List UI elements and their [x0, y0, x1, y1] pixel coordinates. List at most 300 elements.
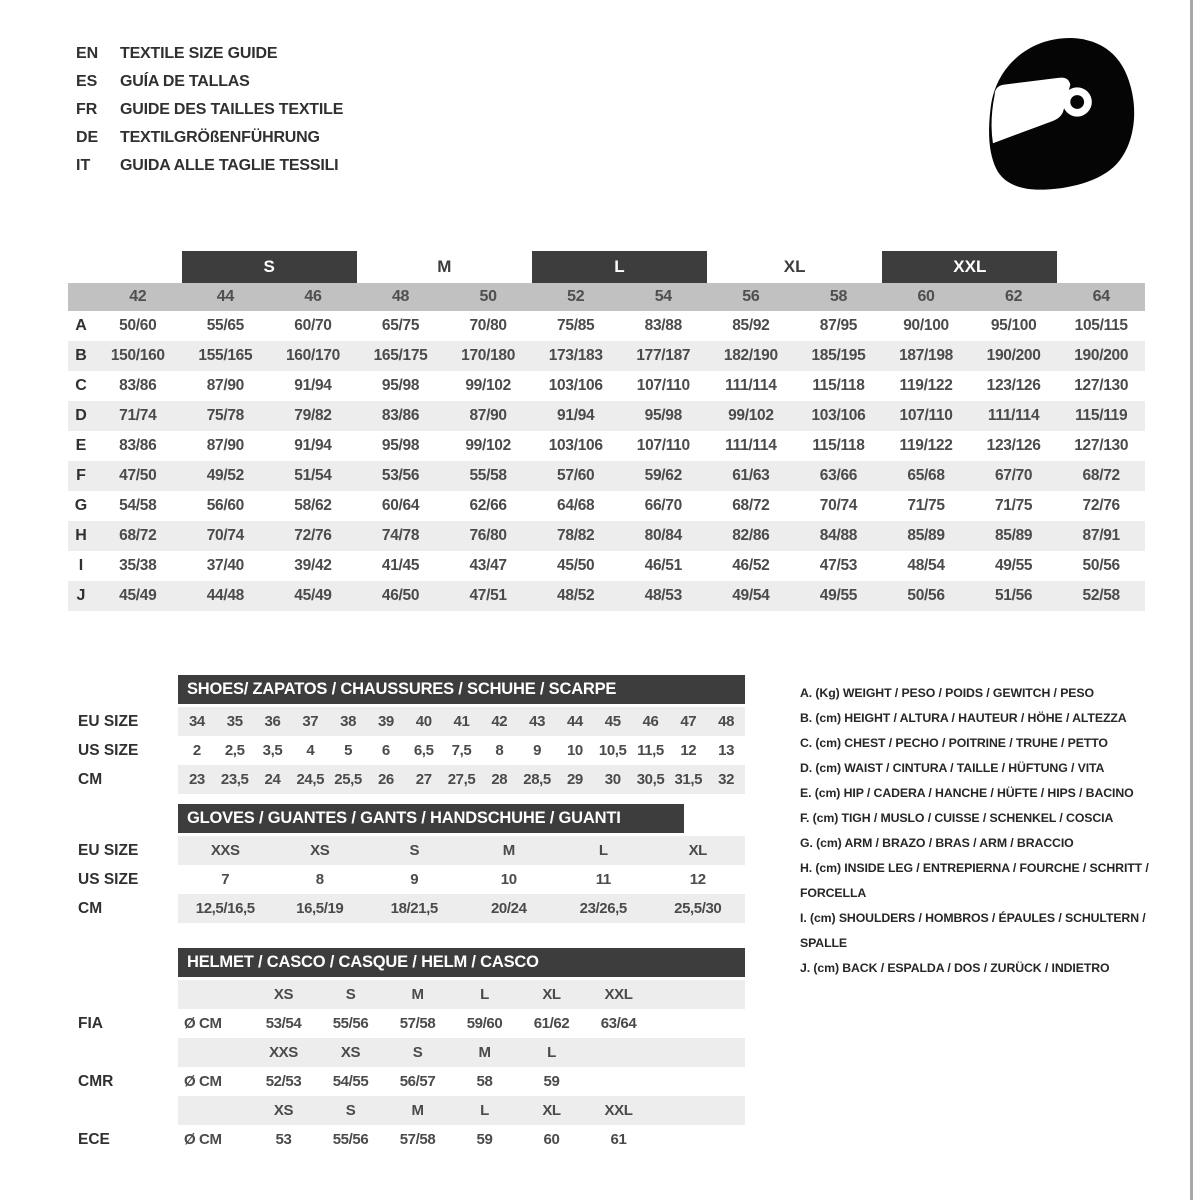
helmet-value-cell: 57/58	[399, 1015, 436, 1032]
size-value-cell: 95/98	[644, 407, 682, 424]
helmet-value-cell: 61	[610, 1131, 627, 1148]
helmet-value-cell: 61/62	[533, 1015, 570, 1032]
gloves-value-cell: 8	[315, 871, 324, 888]
gloves-title-bar	[178, 804, 684, 833]
size-value-cell: 111/114	[725, 437, 777, 454]
size-value-cell: 91/94	[294, 437, 332, 454]
helmet-size-header-cell: XXL	[604, 986, 633, 1003]
size-value-cell: 51/54	[294, 467, 332, 484]
size-value-cell: 78/82	[557, 527, 595, 544]
shoes-value-cell: 27,5	[447, 771, 476, 788]
shoes-title: SHOES/ ZAPATOS / CHAUSSURES / SCHUHE / SCARPE	[187, 680, 617, 698]
size-value-cell: 107/110	[899, 407, 953, 424]
shoes-row-values	[178, 736, 745, 765]
size-value-cell: 68/72	[119, 527, 157, 544]
helmet-size-header-cell: L	[480, 986, 489, 1003]
helmet-unit-spacer	[178, 980, 250, 1009]
gloves-value-cell: M	[502, 842, 515, 859]
helmet-size-header-row	[78, 1096, 745, 1125]
gloves-value-cell: 16,5/19	[296, 900, 344, 917]
page-edge-line	[1190, 0, 1193, 1200]
helmet-value-cell: 57/58	[399, 1131, 436, 1148]
helmet-size-header-cell: L	[547, 1044, 556, 1061]
size-column-header: 54	[654, 288, 672, 305]
measurement-legend	[800, 681, 1178, 981]
helmet-size-header-cell: XXL	[604, 1102, 633, 1119]
size-value-cell: 119/122	[899, 437, 953, 454]
gloves-value-cell: 12,5/16,5	[195, 900, 255, 917]
size-group-label-xxl: XXL	[882, 251, 1057, 283]
language-code: IT	[76, 157, 91, 174]
shoes-value-cell: 2	[192, 742, 201, 759]
size-row-label: F	[76, 467, 86, 484]
gloves-row	[78, 894, 745, 923]
shoes-row-values	[178, 765, 745, 794]
helmet-standard-label: FIA	[78, 1014, 103, 1032]
size-value-cell: 39/42	[294, 557, 332, 574]
size-row-label: A	[75, 317, 87, 334]
size-value-cell: 187/198	[899, 347, 953, 364]
helmet-size-header-cell: S	[345, 986, 356, 1003]
helmet-values	[178, 1009, 745, 1038]
language-row	[76, 40, 343, 68]
legend-item: G. (cm) ARM / BRAZO / BRAS / ARM / BRACCIO	[800, 836, 1074, 850]
size-value-cell: 71/75	[907, 497, 945, 514]
size-column-header: 60	[917, 288, 935, 305]
helmet-size-header-row	[78, 1038, 745, 1067]
helmet-size-headers	[178, 1038, 745, 1067]
size-row-label: C	[75, 377, 87, 394]
size-value-cell: 80/84	[644, 527, 682, 544]
size-value-cell: 95/100	[990, 317, 1037, 334]
shoes-value-cell: 10	[566, 742, 583, 759]
size-value-cell: 119/122	[899, 377, 953, 394]
size-value-cell: 75/85	[557, 317, 595, 334]
size-value-cell: 85/89	[994, 527, 1033, 544]
language-code: FR	[76, 101, 98, 118]
size-table-row	[68, 401, 1145, 431]
legend-item: J. (cm) BACK / ESPALDA / DOS / ZURÜCK / INDIETRO	[800, 961, 1110, 975]
size-column-header: 62	[1005, 288, 1023, 305]
size-value-cell: 99/102	[728, 407, 774, 424]
size-value-cell: 68/72	[1082, 467, 1120, 484]
size-value-cell: 46/50	[381, 587, 420, 604]
size-value-cell: 66/70	[644, 497, 682, 514]
helmet-value-cell: 53	[275, 1131, 292, 1148]
gloves-value-cell: 9	[410, 871, 419, 888]
gloves-row-values	[178, 894, 745, 923]
shoes-value-cell: 28	[491, 771, 508, 788]
size-table-row	[68, 311, 1145, 341]
helmet-size-headers	[178, 1096, 745, 1125]
language-title: GUÍA DE TALLAS	[120, 73, 250, 90]
size-table-row	[68, 431, 1145, 461]
shoes-value-cell: 7,5	[451, 742, 472, 759]
language-row	[76, 68, 343, 96]
size-value-cell: 68/72	[732, 497, 770, 514]
shoes-value-cell: 6	[381, 742, 390, 759]
size-table-row	[68, 341, 1145, 371]
language-list	[76, 40, 343, 180]
size-column-header: 50	[479, 288, 497, 305]
size-value-cell: 54/58	[119, 497, 157, 514]
size-value-cell: 65/75	[381, 317, 420, 334]
size-value-cell: 185/195	[811, 347, 866, 364]
shoes-value-cell: 6,5	[413, 742, 434, 759]
size-value-cell: 99/102	[465, 377, 511, 394]
size-value-cell: 103/106	[548, 377, 603, 394]
helmet-values	[178, 1067, 745, 1096]
helmet-size-header-row	[78, 980, 745, 1009]
helmet-size-headers	[178, 980, 745, 1009]
size-row-label: E	[75, 437, 87, 454]
size-value-cell: 95/98	[381, 377, 420, 394]
size-value-cell: 50/56	[1082, 557, 1120, 574]
size-value-cell: 51/56	[994, 587, 1033, 604]
gloves-value-cell: L	[598, 842, 608, 859]
gloves-row	[78, 865, 745, 894]
size-row-label: D	[75, 407, 87, 424]
size-value-cell: 85/89	[907, 527, 945, 544]
size-column-header: 58	[829, 288, 848, 305]
gloves-value-cell: XXS	[210, 842, 240, 859]
size-value-cell: 49/52	[206, 467, 245, 484]
size-value-cell: 49/54	[732, 587, 770, 604]
shoes-value-cell: 30	[604, 771, 621, 788]
language-title: GUIDA ALLE TAGLIE TESSILI	[120, 157, 339, 174]
size-value-cell: 150/160	[110, 347, 165, 364]
shoes-title-bar	[178, 675, 745, 704]
size-value-cell: 99/102	[465, 437, 511, 454]
shoes-value-cell: 24,5	[296, 771, 325, 788]
helmet-size-header-cell: S	[412, 1044, 423, 1061]
size-value-cell: 58/62	[294, 497, 332, 514]
shoes-value-cell: 9	[533, 742, 542, 759]
language-title: TEXTILGRÖßENFÜHRUNG	[120, 129, 320, 146]
size-band-spacer	[68, 283, 94, 311]
helmet-value-cell: 58	[476, 1073, 493, 1090]
gloves-row-label: US SIZE	[78, 870, 139, 888]
helmet-size-header-cell: M	[478, 1044, 491, 1061]
helmet-value-cell: 63/64	[600, 1015, 637, 1032]
size-value-cell: 127/130	[1074, 437, 1129, 454]
size-value-cell: 70/74	[206, 527, 245, 544]
shoes-value-cell: 23,5	[220, 771, 249, 788]
shoes-row	[78, 765, 745, 794]
language-row	[76, 124, 343, 152]
helmet-value-cell: 59	[543, 1073, 560, 1090]
size-value-cell: 83/86	[119, 377, 157, 394]
size-row-label: I	[78, 557, 84, 574]
helmet-value-cell: 60	[543, 1131, 560, 1148]
size-value-cell: 45/49	[119, 587, 157, 604]
helmet-value-cell: 55/56	[332, 1131, 369, 1148]
shoes-value-cell: 40	[415, 713, 432, 730]
size-value-cell: 65/68	[907, 467, 945, 484]
size-value-cell: 72/76	[294, 527, 332, 544]
size-column-header: 64	[1092, 288, 1110, 305]
size-value-cell: 48/54	[907, 557, 945, 574]
size-value-cell: 123/126	[986, 437, 1041, 454]
shoes-row	[78, 707, 745, 736]
helmet-row-spacer	[78, 1038, 178, 1067]
size-value-cell: 44/48	[206, 587, 245, 604]
size-value-cell: 35/38	[119, 557, 157, 574]
size-value-cell: 63/66	[819, 467, 858, 484]
size-column-header: 56	[742, 288, 760, 305]
size-value-cell: 84/88	[819, 527, 858, 544]
gloves-row-values	[178, 865, 745, 894]
size-value-cell: 47/50	[119, 467, 157, 484]
size-value-cell: 115/119	[1075, 407, 1128, 424]
helmet-section	[78, 948, 745, 1154]
size-group-label-xl: XL	[783, 257, 806, 276]
shoes-row-label: EU SIZE	[78, 712, 139, 730]
size-value-cell: 90/100	[903, 317, 949, 334]
size-value-cell: 70/80	[469, 317, 507, 334]
legend-item: H. (cm) INSIDE LEG / ENTREPIERNA / FOURCHE / SCHRITT / FORCELLA	[800, 861, 1149, 900]
shoes-row	[78, 736, 745, 765]
size-value-cell: 47/51	[469, 587, 507, 604]
helmet-standard-label: CMR	[78, 1072, 114, 1090]
helmet-value-row	[78, 1009, 745, 1038]
size-value-cell: 62/66	[469, 497, 507, 514]
shoes-value-cell: 12	[680, 742, 697, 759]
size-value-cell: 61/63	[732, 467, 770, 484]
size-value-cell: 87/90	[469, 407, 507, 424]
size-value-cell: 85/92	[732, 317, 770, 334]
size-value-cell: 59/62	[644, 467, 682, 484]
shoes-value-cell: 25,5	[334, 771, 362, 788]
shoes-value-cell: 46	[642, 713, 659, 730]
size-value-cell: 43/47	[469, 557, 507, 574]
language-code: EN	[76, 45, 99, 62]
size-row-label: G	[74, 497, 88, 514]
size-value-cell: 75/78	[206, 407, 245, 424]
helmet-value-cell: 53/54	[265, 1015, 302, 1032]
gloves-value-cell: XS	[310, 842, 330, 859]
helmet-unit-spacer	[178, 1096, 250, 1125]
size-value-cell: 60/70	[294, 317, 332, 334]
helmet-size-header-cell: S	[345, 1102, 356, 1119]
size-value-cell: 111/114	[725, 377, 777, 394]
helmet-value-cell: 52/53	[265, 1073, 302, 1090]
helmet-value-cell: 55/56	[332, 1015, 369, 1032]
size-table-row	[68, 461, 1145, 491]
shoes-row-label: CM	[78, 770, 103, 788]
shoes-value-cell: 10,5	[598, 742, 627, 759]
size-value-cell: 107/110	[636, 377, 690, 394]
size-value-cell: 71/75	[994, 497, 1033, 514]
size-value-cell: 64/68	[557, 497, 595, 514]
helmet-size-header-cell: XL	[542, 986, 561, 1003]
size-row-label: J	[76, 587, 86, 604]
language-row	[76, 152, 343, 180]
size-group-label-l: L	[532, 251, 707, 283]
shoes-value-cell: 44	[566, 713, 583, 730]
gloves-row-label: EU SIZE	[78, 841, 139, 859]
size-value-cell: 115/118	[812, 437, 865, 454]
size-value-cell: 52/58	[1082, 587, 1120, 604]
size-value-cell: 67/70	[994, 467, 1033, 484]
helmet-unit-cell: Ø CM	[184, 1073, 222, 1090]
size-value-cell: 87/90	[206, 437, 245, 454]
size-value-cell: 91/94	[557, 407, 595, 424]
size-value-cell: 87/91	[1082, 527, 1120, 544]
size-value-cell: 57/60	[557, 467, 595, 484]
size-value-cell: 160/170	[285, 347, 340, 364]
size-value-cell: 82/86	[732, 527, 770, 544]
helmet-unit-cell: Ø CM	[184, 1015, 222, 1032]
helmet-value-cell: 56/57	[399, 1073, 436, 1090]
size-column-header: 42	[129, 288, 147, 305]
gloves-title: GLOVES / GUANTES / GANTS / HANDSCHUHE / GUANTI	[187, 809, 621, 827]
helmet-size-header-cell: XS	[340, 1044, 361, 1061]
legend-item: F. (cm) TIGH / MUSLO / CUISSE / SCHENKEL / COSCIA	[800, 811, 1114, 825]
size-value-cell: 53/56	[381, 467, 420, 484]
gloves-value-cell: XL	[688, 842, 707, 859]
gloves-value-cell: 25,5/30	[674, 900, 722, 917]
language-title: TEXTILE SIZE GUIDE	[120, 45, 278, 62]
size-value-cell: 50/60	[119, 317, 157, 334]
size-table-row	[68, 491, 1145, 521]
helmet-size-header-cell: M	[411, 986, 424, 1003]
size-value-cell: 165/175	[373, 347, 428, 364]
shoes-value-cell: 37	[302, 713, 319, 730]
helmet-size-header-cell: L	[480, 1102, 489, 1119]
shoes-value-cell: 13	[718, 742, 735, 759]
size-value-cell: 95/98	[381, 437, 420, 454]
size-value-cell: 60/64	[381, 497, 420, 514]
gloves-value-cell: 7	[221, 871, 230, 888]
helmet-value-cell: 59/60	[466, 1015, 503, 1032]
legend-item: B. (cm) HEIGHT / ALTURA / HAUTEUR / HÖHE / ALTEZZA	[800, 711, 1127, 725]
helmet-standard-label: ECE	[78, 1130, 110, 1148]
legend-item: I. (cm) SHOULDERS / HOMBROS / ÉPAULES / SCHULTERN / SPALLE	[800, 911, 1146, 950]
size-value-cell: 71/74	[119, 407, 157, 424]
gloves-value-cell: 23/26,5	[579, 900, 627, 917]
shoes-value-cell: 43	[529, 713, 546, 730]
helmet-title: HELMET / CASCO / CASQUE / HELM / CASCO	[187, 953, 539, 971]
shoes-value-cell: 27	[415, 771, 432, 788]
language-code: ES	[76, 73, 98, 90]
size-band-row	[68, 283, 1145, 311]
size-value-cell: 47/53	[819, 557, 858, 574]
size-value-cell: 155/165	[198, 347, 253, 364]
gloves-value-cell: 12	[689, 871, 706, 888]
shoes-value-cell: 38	[340, 713, 357, 730]
size-value-cell: 123/126	[986, 377, 1041, 394]
size-value-cell: 48/52	[557, 587, 595, 604]
gloves-row-values	[178, 836, 745, 865]
size-value-cell: 177/187	[636, 347, 691, 364]
shoes-value-cell: 42	[491, 713, 508, 730]
size-value-cell: 190/200	[1074, 347, 1129, 364]
shoes-value-cell: 8	[495, 742, 504, 759]
size-value-cell: 83/86	[119, 437, 157, 454]
size-value-cell: 45/50	[557, 557, 595, 574]
shoes-value-cell: 23	[188, 771, 205, 788]
size-table-row	[68, 551, 1145, 581]
size-value-cell: 41/45	[381, 557, 420, 574]
size-value-cell: 111/114	[987, 407, 1040, 424]
shoes-section	[78, 675, 745, 794]
size-value-cell: 170/180	[461, 347, 516, 364]
helmet-row-spacer	[78, 980, 178, 1009]
shoes-value-cell: 35	[226, 713, 243, 730]
gloves-value-cell: 10	[500, 871, 517, 888]
size-value-cell: 46/51	[644, 557, 682, 574]
helmet-size-header-cell: XS	[273, 986, 294, 1003]
size-value-cell: 49/55	[819, 587, 858, 604]
size-value-cell: 55/58	[469, 467, 507, 484]
legend-item: E. (cm) HIP / CADERA / HANCHE / HÜFTE / HIPS / BACINO	[800, 786, 1134, 800]
size-value-cell: 76/80	[469, 527, 507, 544]
racing-helmet-icon	[974, 28, 1146, 200]
helmet-value-cell: 59	[476, 1131, 493, 1148]
shoes-row-values	[178, 707, 745, 736]
size-value-cell: 74/78	[381, 527, 420, 544]
size-value-cell: 83/88	[644, 317, 682, 334]
size-value-cell: 79/82	[294, 407, 332, 424]
gloves-value-cell: S	[409, 842, 420, 859]
shoes-value-cell: 45	[604, 713, 621, 730]
shoes-value-cell: 39	[377, 713, 394, 730]
size-value-cell: 70/74	[819, 497, 858, 514]
shoes-value-cell: 34	[188, 713, 205, 730]
shoes-value-cell: 28,5	[523, 771, 551, 788]
shoes-value-cell: 41	[453, 713, 470, 730]
size-value-cell: 105/115	[1074, 317, 1128, 334]
gloves-value-cell: 20/24	[490, 900, 527, 917]
shoes-value-cell: 32	[718, 771, 735, 788]
size-value-cell: 190/200	[986, 347, 1041, 364]
helmet-value-cell: 54/55	[332, 1073, 369, 1090]
size-value-cell: 46/52	[732, 557, 770, 574]
size-value-cell: 87/90	[206, 377, 245, 394]
size-group-label-m: M	[437, 257, 452, 276]
helmet-size-header-cell: XS	[273, 1102, 294, 1119]
shoes-value-cell: 11,5	[637, 742, 664, 759]
size-value-cell: 103/106	[548, 437, 603, 454]
language-row	[76, 96, 343, 124]
shoes-value-cell: 24	[264, 771, 281, 788]
size-value-cell: 115/118	[812, 377, 865, 394]
size-group-label-s: S	[182, 251, 357, 283]
gloves-row-label: CM	[78, 899, 103, 917]
shoes-value-cell: 5	[344, 742, 353, 759]
size-value-cell: 55/65	[206, 317, 245, 334]
size-value-cell: 173/183	[548, 347, 603, 364]
size-group-row	[68, 251, 1145, 283]
helmet-size-header-cell: XL	[542, 1102, 561, 1119]
gloves-row	[78, 836, 745, 865]
shoes-value-cell: 26	[377, 771, 394, 788]
size-table-row	[68, 581, 1145, 611]
legend-item: A. (Kg) WEIGHT / PESO / POIDS / GEWITCH / PESO	[800, 686, 1094, 700]
shoes-value-cell: 36	[264, 713, 281, 730]
size-value-cell: 50/56	[907, 587, 945, 604]
shoes-value-cell: 2,5	[224, 742, 245, 759]
size-value-cell: 127/130	[1074, 377, 1129, 394]
shoes-value-cell: 3,5	[262, 742, 283, 759]
helmet-unit-cell: Ø CM	[184, 1131, 222, 1148]
size-value-cell: 49/55	[994, 557, 1033, 574]
helmet-value-row	[78, 1125, 745, 1154]
size-column-header: 52	[567, 288, 585, 305]
shoes-value-cell: 48	[718, 713, 735, 730]
size-value-cell: 37/40	[206, 557, 245, 574]
